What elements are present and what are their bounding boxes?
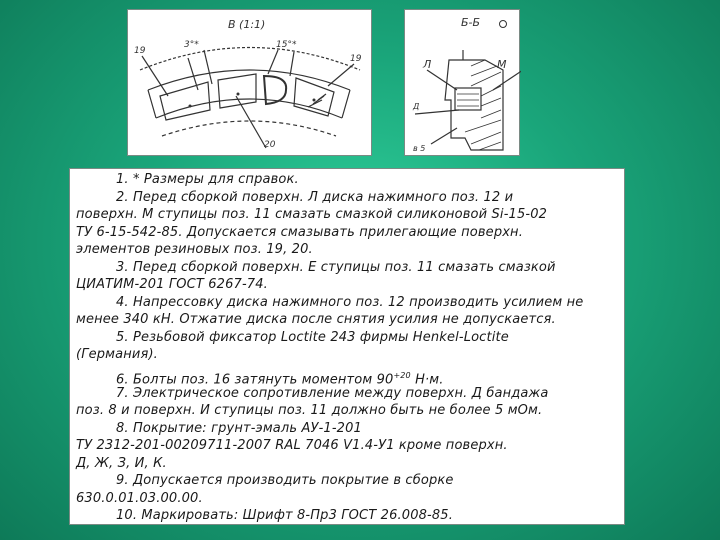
- torque-unit: Н·м.: [415, 372, 444, 388]
- note-line: 4. Напрессовку диска нажимного поз. 12 производить усилием не: [116, 294, 584, 310]
- ring-segment-drawing: [128, 10, 373, 157]
- note-line: 10. Маркировать: Шрифт 8-Пр3 ГОСТ 26.008-85.: [116, 508, 454, 523]
- callout-19-right: 19: [350, 54, 362, 64]
- label-d: Д: [413, 102, 420, 111]
- torque-text: 6. Болты поз. 16 затянуть моментом 90: [116, 372, 394, 388]
- dim-15-deg: 15°*: [276, 40, 297, 50]
- note-line: поз. 8 и поверхн. И ступицы поз. 11 должно быть не более 5 мОм.: [76, 403, 543, 418]
- note-line: поверхн. М ступицы поз. 11 смазать смазкой силиконовой Si-15-02: [76, 207, 548, 222]
- note-line: 9. Допускается производить покрытие в сборке: [116, 473, 454, 488]
- note-line: элементов резиновых поз. 19, 20.: [76, 242, 313, 257]
- section-title: Б-Б: [461, 16, 481, 29]
- label-l: Л: [423, 58, 432, 71]
- note-line: ТУ 6-15-542-85. Допускается смазывать прилегающие поверхн.: [76, 224, 523, 240]
- technical-requirements: [69, 168, 625, 525]
- note-line: 5. Резьбовой фиксатор Loctite 243 фирмы Henkel-Loctite: [116, 329, 509, 345]
- notes-text: [76, 171, 620, 522]
- dim-3-deg: 3°*: [184, 40, 199, 50]
- note-line: ЦИАТИМ-201 ГОСТ 6267-74.: [76, 277, 268, 292]
- callout-19-left: 19: [134, 46, 146, 56]
- note-line: 2. Перед сборкой поверхн. Л диска нажимного поз. 12 и: [116, 189, 514, 205]
- note-line: 8. Покрытие: грунт-эмаль АУ-1-201: [116, 420, 362, 436]
- note-line: менее 340 кН. Отжатие диска после снятия усилия не допускается.: [76, 312, 556, 327]
- note-line: 7. Электрическое сопротивление между поверхн. Д бандажа: [116, 385, 549, 401]
- section-bb-drawing: [404, 9, 520, 156]
- note-line: ТУ 2312-201-00209711-2007 RAL 7046 V1.4-У1 кроме поверхн.: [76, 438, 508, 453]
- callout-20: 20: [264, 140, 276, 150]
- torque-tolerance: +20: [393, 371, 411, 380]
- note-line: 1. * Размеры для справок.: [116, 172, 299, 187]
- label-b5: в 5: [413, 144, 426, 153]
- note-line: (Германия).: [76, 347, 158, 362]
- view-b-drawing: [127, 9, 372, 156]
- view-title: В (1:1): [228, 18, 266, 31]
- note-line: 630.0.01.03.00.00.: [76, 490, 203, 506]
- label-m: М: [497, 58, 507, 71]
- note-line: Д, Ж, З, И, К.: [76, 455, 167, 471]
- note-line: 3. Перед сборкой поверхн. Е ступицы поз. 11 смазать смазкой: [116, 259, 556, 275]
- section-drawing: [405, 10, 521, 157]
